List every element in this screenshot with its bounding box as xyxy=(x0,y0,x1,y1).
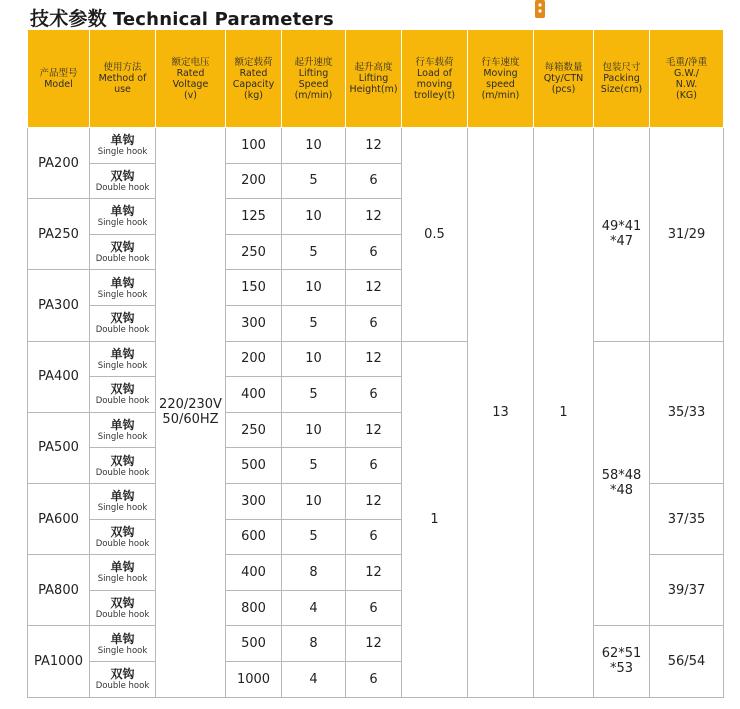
voltage-cell: 220/230V 50/60HZ xyxy=(156,128,226,698)
table-row xyxy=(28,626,724,662)
method-cell xyxy=(90,519,156,555)
header-moving-speed: 行车速度 Moving speed (m/min) xyxy=(468,30,534,128)
lifting-height-cell: 6 xyxy=(346,448,402,484)
method-en: Double hook xyxy=(95,681,150,692)
lifting-speed-cell: 4 xyxy=(282,590,346,626)
capacity-cell: 250 xyxy=(226,234,282,270)
lifting-height-cell: 12 xyxy=(346,270,402,306)
method-cell xyxy=(90,128,156,164)
capacity-cell: 600 xyxy=(226,519,282,555)
capacity-cell: 500 xyxy=(226,626,282,662)
model-cell: PA400 xyxy=(28,341,90,412)
title-en: Technical Parameters xyxy=(112,9,334,30)
lifting-speed-cell: 5 xyxy=(282,519,346,555)
capacity-cell: 125 xyxy=(226,199,282,235)
lifting-height-cell: 6 xyxy=(346,519,402,555)
packing-cell: 49*41 *47 xyxy=(594,128,650,342)
capacity-cell: 800 xyxy=(226,590,282,626)
lifting-height-cell: 12 xyxy=(346,412,402,448)
method-cell xyxy=(90,412,156,448)
capacity-cell: 300 xyxy=(226,305,282,341)
method-cell xyxy=(90,341,156,377)
lifting-height-cell: 6 xyxy=(346,305,402,341)
capacity-cell: 150 xyxy=(226,270,282,306)
method-cn: 双钩 xyxy=(110,168,135,183)
method-cell xyxy=(90,199,156,235)
qty-cell: 1 xyxy=(534,128,594,698)
method-cell xyxy=(90,483,156,519)
header-capacity: 额定载荷 Rated Capacity (kg) xyxy=(226,30,282,128)
header-method: 使用方法 Method of use xyxy=(90,30,156,128)
lifting-speed-cell: 5 xyxy=(282,305,346,341)
method-cn: 单钩 xyxy=(110,346,135,361)
lifting-speed-cell: 10 xyxy=(282,199,346,235)
lifting-height-cell: 6 xyxy=(346,234,402,270)
lifting-speed-cell: 5 xyxy=(282,234,346,270)
method-cell xyxy=(90,377,156,413)
lifting-height-cell: 12 xyxy=(346,555,402,591)
header-packing: 包装尺寸 Packing Size(cm) xyxy=(594,30,650,128)
model-cell: PA250 xyxy=(28,199,90,270)
capacity-cell: 200 xyxy=(226,341,282,377)
lifting-height-cell: 6 xyxy=(346,661,402,697)
method-en: Single hook xyxy=(97,289,148,300)
weight-cell: 56/54 xyxy=(650,626,724,697)
lifting-speed-cell: 4 xyxy=(282,661,346,697)
method-en: Double hook xyxy=(95,538,150,549)
header-lifting-height: 起升高度 Lifting Height(m) xyxy=(346,30,402,128)
weight-cell: 35/33 xyxy=(650,341,724,483)
capacity-cell: 400 xyxy=(226,555,282,591)
table-body xyxy=(28,128,724,698)
capacity-cell: 300 xyxy=(226,483,282,519)
lifting-speed-cell: 5 xyxy=(282,448,346,484)
method-en: Single hook xyxy=(97,147,148,158)
method-cell xyxy=(90,305,156,341)
capacity-cell: 200 xyxy=(226,163,282,199)
header-trolley-load: 行车载荷 Load of moving trolley(t) xyxy=(402,30,468,128)
lifting-height-cell: 6 xyxy=(346,590,402,626)
method-cn: 双钩 xyxy=(110,311,135,326)
lifting-height-cell: 12 xyxy=(346,626,402,662)
lifting-speed-cell: 10 xyxy=(282,341,346,377)
method-en: Double hook xyxy=(95,325,150,336)
method-cn: 单钩 xyxy=(110,418,135,433)
method-cn: 双钩 xyxy=(110,382,135,397)
method-cn: 单钩 xyxy=(110,133,135,148)
hoist-pendant-icon xyxy=(531,0,549,18)
method-cell xyxy=(90,270,156,306)
page-title xyxy=(30,4,334,30)
capacity-cell: 100 xyxy=(226,128,282,164)
method-cell xyxy=(90,555,156,591)
header-qty: 每箱数量 Qty/CTN (pcs) xyxy=(534,30,594,128)
method-en: Single hook xyxy=(97,574,148,585)
method-en: Single hook xyxy=(97,218,148,229)
method-en: Single hook xyxy=(97,360,148,371)
method-en: Double hook xyxy=(95,396,150,407)
lifting-speed-cell: 10 xyxy=(282,483,346,519)
lifting-height-cell: 12 xyxy=(346,199,402,235)
method-cn: 单钩 xyxy=(110,204,135,219)
method-cell xyxy=(90,448,156,484)
method-cn: 单钩 xyxy=(110,489,135,504)
trolley-load-cell: 1 xyxy=(402,341,468,697)
method-cn: 双钩 xyxy=(110,667,135,682)
packing-cell: 62*51 *53 xyxy=(594,626,650,697)
lifting-speed-cell: 5 xyxy=(282,377,346,413)
model-cell: PA200 xyxy=(28,128,90,199)
method-cn: 双钩 xyxy=(110,240,135,255)
lifting-speed-cell: 8 xyxy=(282,555,346,591)
table-header-row xyxy=(28,30,724,128)
lifting-speed-cell: 10 xyxy=(282,128,346,164)
lifting-height-cell: 12 xyxy=(346,128,402,164)
weight-cell: 39/37 xyxy=(650,555,724,626)
method-en: Double hook xyxy=(95,254,150,265)
lifting-speed-cell: 5 xyxy=(282,163,346,199)
header-weight: 毛重/净重 G.W./ N.W. (KG) xyxy=(650,30,724,128)
method-en: Single hook xyxy=(97,645,148,656)
method-cn: 单钩 xyxy=(110,275,135,290)
method-cn: 单钩 xyxy=(110,560,135,575)
method-cn: 双钩 xyxy=(110,596,135,611)
weight-cell: 31/29 xyxy=(650,128,724,342)
method-en: Double hook xyxy=(95,467,150,478)
lifting-height-cell: 12 xyxy=(346,341,402,377)
capacity-cell: 400 xyxy=(226,377,282,413)
method-cell xyxy=(90,590,156,626)
packing-cell: 58*48 *48 xyxy=(594,341,650,626)
method-cell xyxy=(90,626,156,662)
method-cn: 双钩 xyxy=(110,453,135,468)
model-cell: PA600 xyxy=(28,483,90,554)
model-cell: PA800 xyxy=(28,555,90,626)
table-row xyxy=(28,128,724,164)
lifting-height-cell: 12 xyxy=(346,483,402,519)
moving-speed-cell: 13 xyxy=(468,128,534,698)
method-cell xyxy=(90,234,156,270)
method-en: Single hook xyxy=(97,432,148,443)
method-cn: 双钩 xyxy=(110,524,135,539)
trolley-load-cell: 0.5 xyxy=(402,128,468,342)
weight-cell: 37/35 xyxy=(650,483,724,554)
lifting-speed-cell: 10 xyxy=(282,412,346,448)
header-model: 产品型号 Model xyxy=(28,30,90,128)
method-cell xyxy=(90,163,156,199)
capacity-cell: 500 xyxy=(226,448,282,484)
model-cell: PA500 xyxy=(28,412,90,483)
lifting-height-cell: 6 xyxy=(346,163,402,199)
method-cn: 单钩 xyxy=(110,631,135,646)
method-en: Single hook xyxy=(97,503,148,514)
header-voltage: 额定电压 Rated Voltage (v) xyxy=(156,30,226,128)
capacity-cell: 1000 xyxy=(226,661,282,697)
lifting-speed-cell: 8 xyxy=(282,626,346,662)
model-cell: PA1000 xyxy=(28,626,90,697)
parameters-table xyxy=(27,29,724,698)
title-cn: 技术参数 xyxy=(30,8,107,30)
header-lifting-speed: 起升速度 Lifting Speed (m/min) xyxy=(282,30,346,128)
table-row xyxy=(28,341,724,377)
method-en: Double hook xyxy=(95,610,150,621)
method-cell xyxy=(90,661,156,697)
capacity-cell: 250 xyxy=(226,412,282,448)
lifting-speed-cell: 10 xyxy=(282,270,346,306)
method-en: Double hook xyxy=(95,182,150,193)
lifting-height-cell: 6 xyxy=(346,377,402,413)
model-cell: PA300 xyxy=(28,270,90,341)
